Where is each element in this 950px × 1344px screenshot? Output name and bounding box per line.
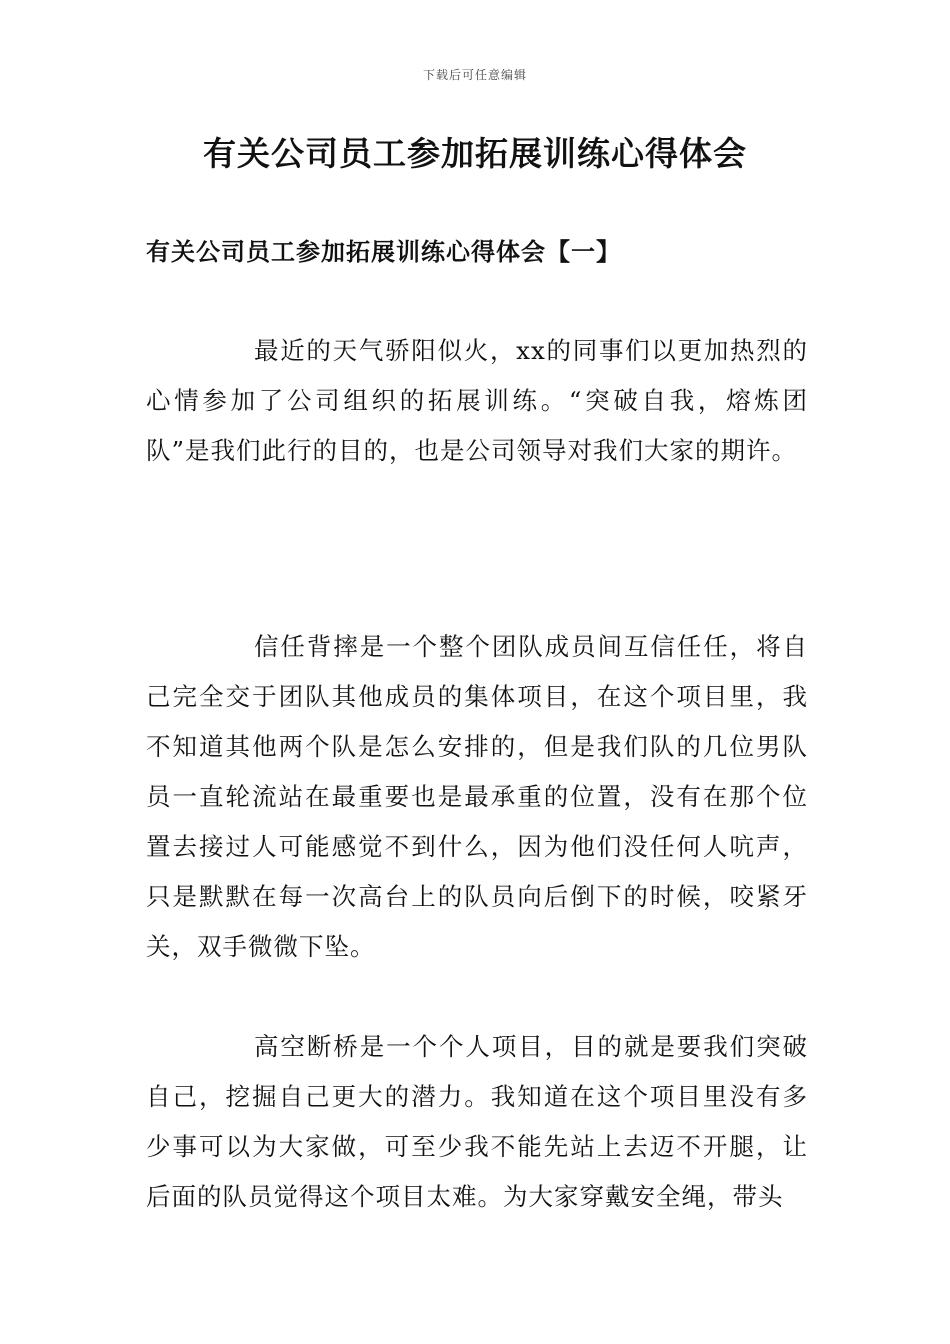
section-heading: 有关公司员工参加拓展训练心得体会【一】 <box>146 238 621 266</box>
document-title: 有关公司员工参加拓展训练心得体会 <box>203 134 747 173</box>
header-note: 下载后可任意编辑 <box>422 68 527 82</box>
paragraph-3: 高空断桥是一个个人项目，目的就是要我们突破自己，挖掘自己更大的潜力。我知道在这个项目里没有多少事可以为大家做，可至少我不能先站上去迈不开腿，让后面的队员觉得这个项目太难。为大家穿戴安全绳，带头 <box>146 1032 808 1211</box>
paragraph-1: 最近的天气骄阳似火，xx的同事们以更加热烈的心情参加了公司组织的拓展训练。“突破自我，熔炼团队”是我们此行的目的，也是公司领导对我们大家的期许。 <box>146 336 808 465</box>
paragraph-2: 信任背摔是一个整个团队成员间互信任任，将自己完全交于团队其他成员的集体项目，在这个项目里，我不知道其他两个队是怎么安排的，但是我们队的几位男队员一直轮流站在最重要也是最承重的位置，没有在那个位置去接过人可能感觉不到什么，因为他们没任何人吭声，只是默默在每一次高台上的队员向后倒下的时候，咬紧牙关，双手微微下坠。 <box>146 632 808 961</box>
